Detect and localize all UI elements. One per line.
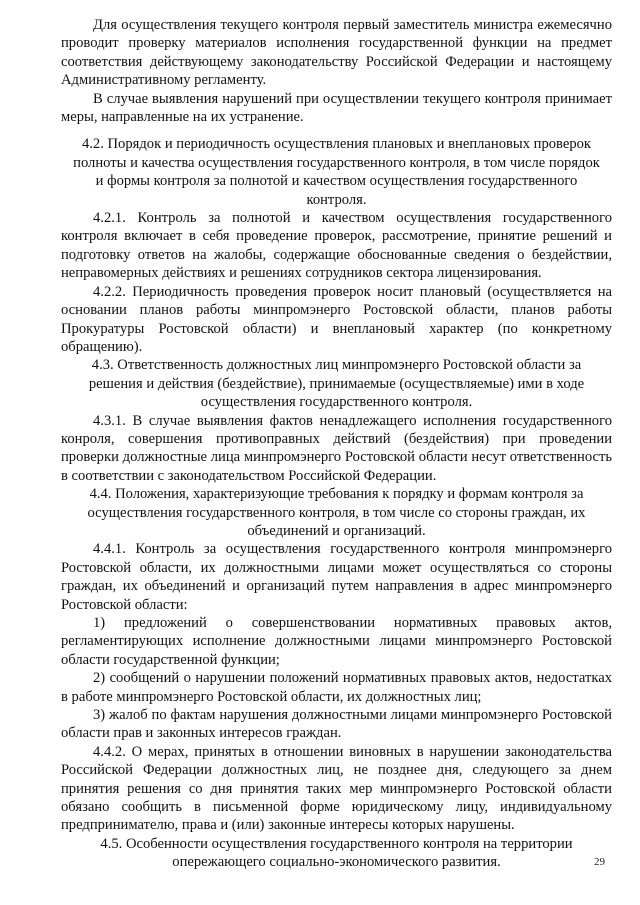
section-heading-4-3: 4.3. Ответственность должностных лиц минпромэнерго Ростовской области за решения и действия (бездействие), принимаемые (осуществляемые) ими в ходе осуществления государственного контроля. xyxy=(88,357,585,411)
section-heading-4-2: 4.2. Порядок и периодичность осуществления плановых и внеплановых проверок полноты и качества осуществления государственного контроля, в том числе порядок и формы контроля за полнотой и качеством осуществления государственного контроля. xyxy=(73,136,600,208)
paragraph-4-4-2: 4.4.2. О мерах, принятых в отношении виновных в нарушении законодательства Российской Федерации должностных лиц, не позднее дня, следующего за днем принятия решения со дня принятия таких мер минпромэнерго Ростовской области обязано сообщить в письменной форме юридическому лицу, индивидуальному предпринимателю, права и (или) законные интересы которых нарушены. xyxy=(61,743,612,834)
page-number: 29 xyxy=(594,856,605,868)
paragraph-4-4-1: 4.4.1. Контроль за осуществления государственного контроля минпромэнерго Ростовской области, их должностными лицами может осуществляться со стороны граждан, их объединений и организаций путем направления в адрес минпромэнерго Ростовской области: xyxy=(61,541,612,613)
paragraph-4-2-2: 4.2.2. Периодичность проведения проверок носит плановый (осуществляется на основании планов работы минпромэнерго Ростовской области, планов работы Прокуратуры Ростовской области) и внеплановый характер (по конкретному обращению). xyxy=(61,283,612,355)
list-item-3: 3) жалоб по фактам нарушения должностными лицами минпромэнерго Ростовской области прав и законных интересов граждан. xyxy=(61,707,612,742)
section-heading-4-4: 4.4. Положения, характеризующие требования к порядку и формам контроля за осуществления государственного контроля, в том числе со стороны граждан, их объединений и организаций. xyxy=(87,486,586,539)
paragraph-4-3-1: 4.3.1. В случае выявления фактов ненадлежащего исполнения государственного конроля, совершения противоправных действий (бездействия) при проведении проверки должностные лица минпромэнерго Ростовской области несут ответственность в соответствии с законодательством Российской Федерации. xyxy=(61,412,612,484)
list-item-2: 2) сообщений о нарушении положений нормативных правовых актов, недостатках в работе минпромэнерго Ростовской области, их должностных лиц; xyxy=(61,670,612,705)
paragraph-4-2-1: 4.2.1. Контроль за полнотой и качеством осуществления государственного контроля включает в себя проведение проверок, рассмотрение, принятие решений и подготовку ответов на жалобы, содержащие обоснованные сведения о бездействии, неправомерных действиях и решениях сотрудников сектора лицензирования. xyxy=(61,210,612,282)
section-heading-4-5: 4.5. Особенности осуществления государственного контроля на территории опережающего социально-экономического развития. xyxy=(100,835,573,871)
list-item-1: 1) предложений о совершенствовании нормативных правовых актов, регламентирующих исполнение должностными лицами минпромэнерго Ростовской области государственной функции; xyxy=(61,615,612,668)
paragraph-current-control-review: Для осуществления текущего контроля первый заместитель министра ежемесячно проводит проверку материалов исполнения государственной функции на предмет соответствия действующему законодательству Российской Федерации и настоящему Административному регламенту. xyxy=(61,17,612,89)
paragraph-violation-measures: В случае выявления нарушений при осуществлении текущего контроля принимает меры, направленные на их устранение. xyxy=(61,90,612,126)
document-page xyxy=(61,16,612,872)
